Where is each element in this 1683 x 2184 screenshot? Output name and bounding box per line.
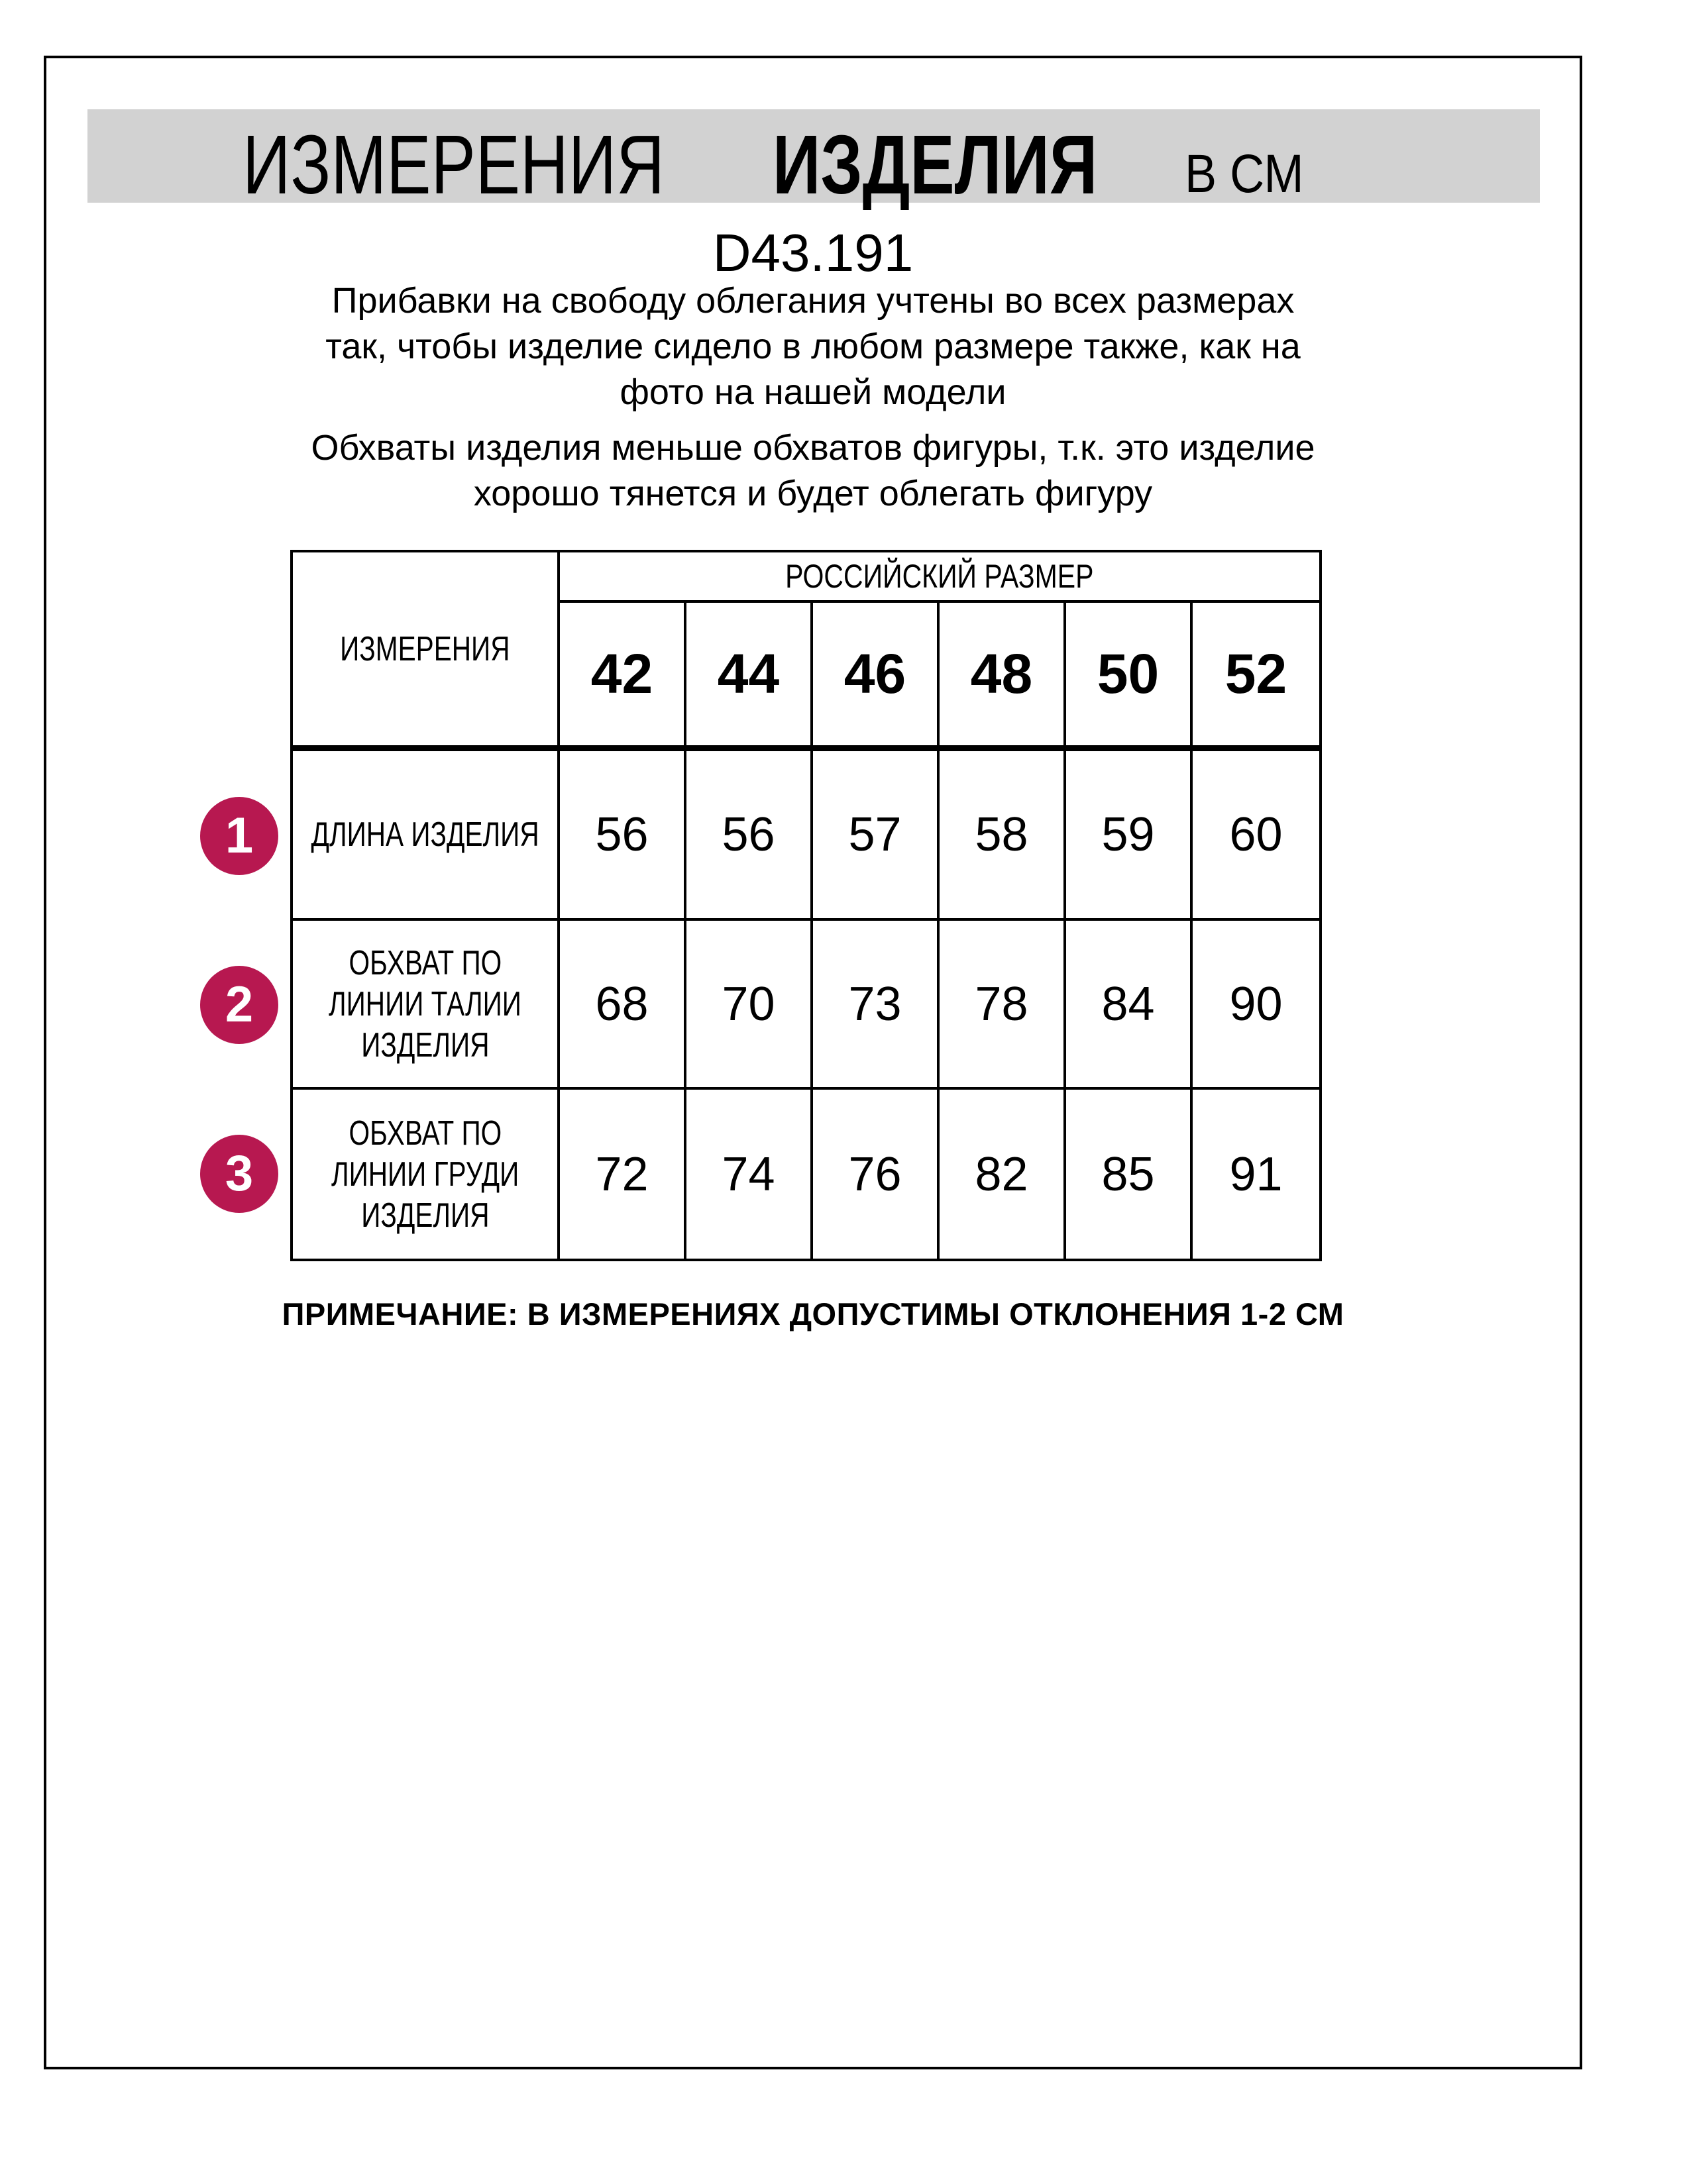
table-group-header: РОССИЙСКИЙ РАЗМЕР (560, 552, 1319, 603)
table-value: 57 (813, 751, 940, 921)
table-value: 76 (813, 1090, 940, 1259)
table-value: 91 (1229, 1147, 1283, 1201)
size-column-header: 46 (813, 603, 940, 751)
size-column-header: 52 (1193, 603, 1319, 751)
row-marker-3: 3 (200, 1135, 278, 1213)
table-value: 90 (1193, 921, 1319, 1090)
intro-paragraph-1 (44, 278, 1582, 415)
model-code: D43.191 (712, 223, 914, 282)
title-bar (87, 109, 1540, 211)
size-table (290, 550, 1322, 1261)
table-value: 68 (560, 921, 686, 1090)
size-column-header: 48 (940, 603, 1066, 751)
intro-paragraph-1-line-1: Прибавки на свободу облегания учтены во всех размерах (331, 281, 1295, 321)
table-value: 56 (686, 751, 813, 921)
table-value: 74 (686, 1090, 813, 1259)
row-marker-1: 1 (200, 797, 278, 875)
intro-paragraph-2 (44, 425, 1582, 517)
intro-paragraph-2-line-2: хорошо тянется и будет облегать фигуру (473, 474, 1153, 513)
intro-paragraph-2-line-1: Обхваты изделия меньше обхватов фигуры, т.к. это изделие (311, 428, 1315, 468)
title-word-product: ИЗДЕЛИЯ (773, 118, 1098, 211)
table-corner-header: ИЗМЕРЕНИЯ (293, 552, 560, 751)
table-value: 60 (1193, 751, 1319, 921)
title-word-measurements: ИЗМЕРЕНИЯ (243, 118, 665, 211)
table-value: 78 (940, 921, 1066, 1090)
size-column-header: 50 (1066, 603, 1193, 751)
table-value: 85 (1066, 1090, 1193, 1259)
table-value: 56 (560, 751, 686, 921)
intro-paragraph-1-line-2: так, чтобы изделие сидело в любом размере также, как на (325, 327, 1301, 366)
table-value: 70 (686, 921, 813, 1090)
row-label-chest-girth: ОБХВАТ ПО ЛИНИИ ГРУДИ ИЗДЕЛИЯ (293, 1090, 560, 1259)
row-label-length: ДЛИНА ИЗДЕЛИЯ (293, 751, 560, 921)
table-value: 82 (940, 1090, 1066, 1259)
size-column-header: 42 (560, 603, 686, 751)
table-value: 72 (560, 1090, 686, 1259)
note-text: ПРИМЕЧАНИЕ: В ИЗМЕРЕНИЯХ ДОПУСТИМЫ ОТКЛОНЕНИЯ 1-2 СМ (282, 1296, 1344, 1331)
table-value: 58 (940, 751, 1066, 921)
row-marker-2: 2 (200, 966, 278, 1044)
size-column-header: 44 (686, 603, 813, 751)
row-label-waist-girth: ОБХВАТ ПО ЛИНИИ ТАЛИИ ИЗДЕЛИЯ (293, 921, 560, 1090)
table-value: 59 (1066, 751, 1193, 921)
title-unit-label: В СМ (1185, 144, 1304, 204)
table-value: 84 (1066, 921, 1193, 1090)
table-value: 73 (813, 921, 940, 1090)
intro-paragraph-1-line-3: фото на нашей модели (620, 372, 1006, 412)
